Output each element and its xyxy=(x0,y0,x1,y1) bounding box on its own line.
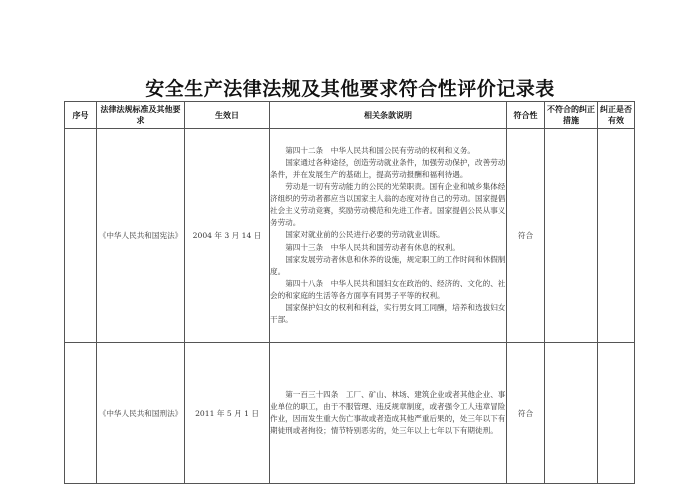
clause-paragraph: 国家保护妇女的权利和利益，实行男女同工同酬，培养和选拔妇女干部。 xyxy=(270,303,506,325)
clause-paragraph: 国家通过各种途径，创造劳动就业条件，加强劳动保护，改善劳动条件，并在发展生产的基础上，提高劳动报酬和福利待遇。 xyxy=(270,157,506,179)
clause-paragraph: 第四十二条 中华人民共和国公民有劳动的权利和义务。 xyxy=(285,145,476,155)
cell-correction-effective xyxy=(598,129,635,343)
header-correction-effective: 纠正是否有效 xyxy=(598,102,635,129)
table-row xyxy=(65,343,635,484)
cell-effective-date: 2004 年 3 月 14 日 xyxy=(185,129,270,343)
page-title: 安全生产法律法规及其他要求符合性评价记录表 xyxy=(145,78,555,100)
cell-corrective-action xyxy=(545,129,598,343)
clause-paragraph: 劳动是一切有劳动能力的公民的光荣职责。国有企业和城乡集体经济组织的劳动者都应当以国家主人翁的态度对待自己的劳动。国家提倡社会主义劳动竞赛，奖励劳动模范和先进工作者。国家提倡公民从事义务劳动。 xyxy=(270,182,506,228)
cell-seq xyxy=(65,129,97,343)
cell-clauses xyxy=(270,343,507,484)
cell-correction-effective xyxy=(598,343,635,484)
header-compliance: 符合性 xyxy=(507,102,545,129)
cell-clauses xyxy=(270,129,507,343)
cell-law: 《中华人民共和国刑法》 xyxy=(97,343,185,484)
clause-paragraph: 第四十三条 中华人民共和国劳动者有休息的权利。 xyxy=(285,242,460,252)
cell-law: 《中华人民共和国宪法》 xyxy=(97,129,185,343)
compliance-record-table xyxy=(64,101,635,484)
cell-compliance: 符合 xyxy=(507,343,545,484)
clause-paragraph: 第一百三十四条 工厂、矿山、林场、建筑企业或者其他企业、事业单位的职工，由于不服管理、违反规章制度，或者强令工人违章冒险作业，因而发生重大伤亡事故或者造成其他严重后果的，处三年以下有期徒刑或者拘役；情节特别恶劣的，处三年以上七年以下有期徒刑。 xyxy=(270,389,506,436)
clause-paragraph: 第四十八条 中华人民共和国妇女在政治的、经济的、文化的、社会的和家庭的生活等各方面享有同男子平等的权利。 xyxy=(270,278,506,300)
clause-paragraph: 国家对就业前的公民进行必要的劳动就业训练。 xyxy=(285,230,445,240)
clause-paragraph: 国家发展劳动者休息和休养的设施，规定职工的工作时间和休假制度。 xyxy=(270,254,506,276)
cell-effective-date: 2011 年 5 月 1 日 xyxy=(185,343,270,484)
header-law: 法律法规标准及其他要求 xyxy=(97,102,185,129)
cell-seq xyxy=(65,343,97,484)
cell-compliance: 符合 xyxy=(507,129,545,343)
header-clauses: 相关条款说明 xyxy=(270,102,507,129)
table-header-row xyxy=(65,102,635,129)
table-row xyxy=(65,129,635,343)
header-corrective-action: 不符合的纠正措施 xyxy=(545,102,598,129)
cell-corrective-action xyxy=(545,343,598,484)
header-seq: 序号 xyxy=(65,102,97,129)
header-effective-date: 生效日 xyxy=(185,102,270,129)
